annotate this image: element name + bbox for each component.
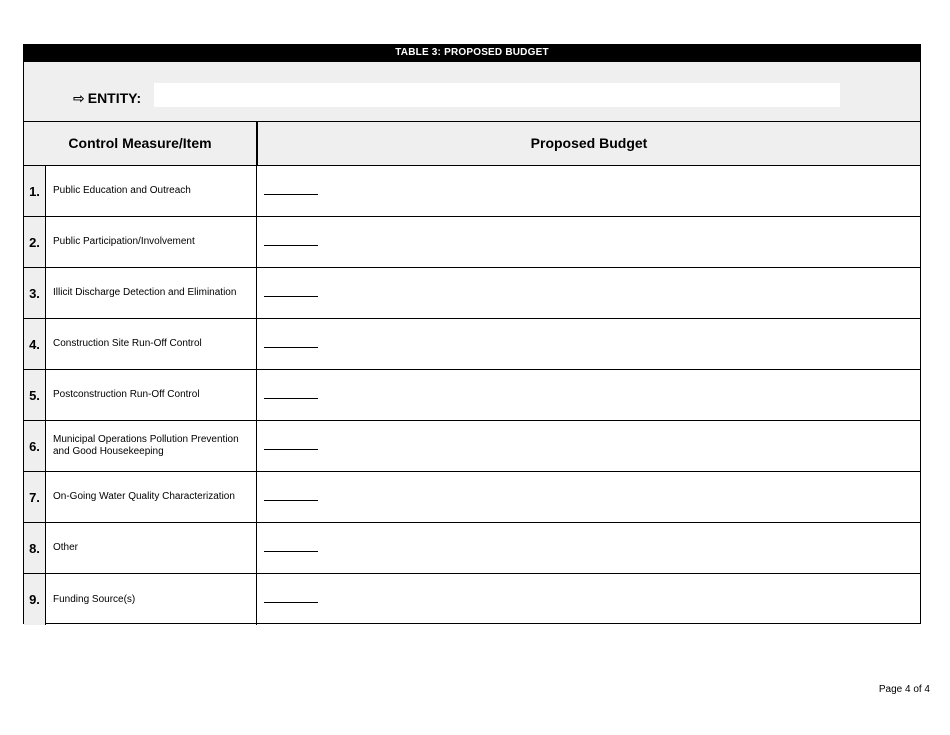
table-row [24, 217, 920, 268]
budget-blank-line [264, 500, 318, 501]
budget-blank-line [264, 551, 318, 552]
page-number: Page 4 of 4 [878, 684, 930, 695]
table-header-row [24, 122, 920, 166]
budget-field[interactable] [257, 319, 920, 369]
budget-blank-line [264, 245, 318, 246]
budget-field[interactable] [257, 268, 920, 318]
budget-field[interactable] [257, 472, 920, 522]
row-label: Public Education and Outreach [46, 166, 257, 216]
row-number: 3. [24, 268, 46, 318]
row-number: 4. [24, 319, 46, 369]
table-row [24, 472, 920, 523]
header-proposed-budget: Proposed Budget [530, 135, 648, 151]
table-row [24, 268, 920, 319]
row-number: 7. [24, 472, 46, 522]
row-label: Public Participation/Involvement [46, 217, 257, 267]
entity-label-group [73, 90, 141, 107]
header-control-measure: Control Measure/Item [68, 135, 212, 151]
table-row [24, 166, 920, 217]
entity-section [24, 61, 920, 122]
budget-field[interactable] [257, 574, 920, 625]
budget-blank-line [264, 602, 318, 603]
row-number: 2. [24, 217, 46, 267]
budget-field[interactable] [257, 370, 920, 420]
table-row [24, 421, 920, 472]
row-number: 6. [24, 421, 46, 471]
table-row [24, 574, 920, 625]
table-row [24, 319, 920, 370]
entity-input[interactable] [154, 83, 840, 107]
budget-blank-line [264, 296, 318, 297]
budget-blank-line [264, 194, 318, 195]
table-row [24, 523, 920, 574]
budget-field[interactable] [257, 523, 920, 573]
budget-blank-line [264, 449, 318, 450]
row-label: Postconstruction Run-Off Control [46, 370, 257, 420]
budget-field[interactable] [257, 166, 920, 216]
row-number: 1. [24, 166, 46, 216]
budget-blank-line [264, 398, 318, 399]
row-label: Illicit Discharge Detection and Elimination [46, 268, 257, 318]
row-label: On-Going Water Quality Characterization [46, 472, 257, 522]
arrow-right-icon: ⇨ [73, 90, 85, 106]
table-body [24, 166, 920, 625]
row-label: Municipal Operations Pollution Prevention and Good Housekeeping [46, 421, 257, 471]
budget-blank-line [264, 347, 318, 348]
budget-table [23, 44, 921, 624]
row-number: 9. [24, 574, 46, 625]
budget-field[interactable] [257, 217, 920, 267]
table-row [24, 370, 920, 421]
row-label: Construction Site Run-Off Control [46, 319, 257, 369]
row-number: 8. [24, 523, 46, 573]
row-label: Funding Source(s) [46, 574, 257, 625]
row-label: Other [46, 523, 257, 573]
table-title: TABLE 3: PROPOSED BUDGET [24, 45, 920, 61]
row-number: 5. [24, 370, 46, 420]
budget-field[interactable] [257, 421, 920, 471]
entity-label: ENTITY: [87, 90, 142, 106]
